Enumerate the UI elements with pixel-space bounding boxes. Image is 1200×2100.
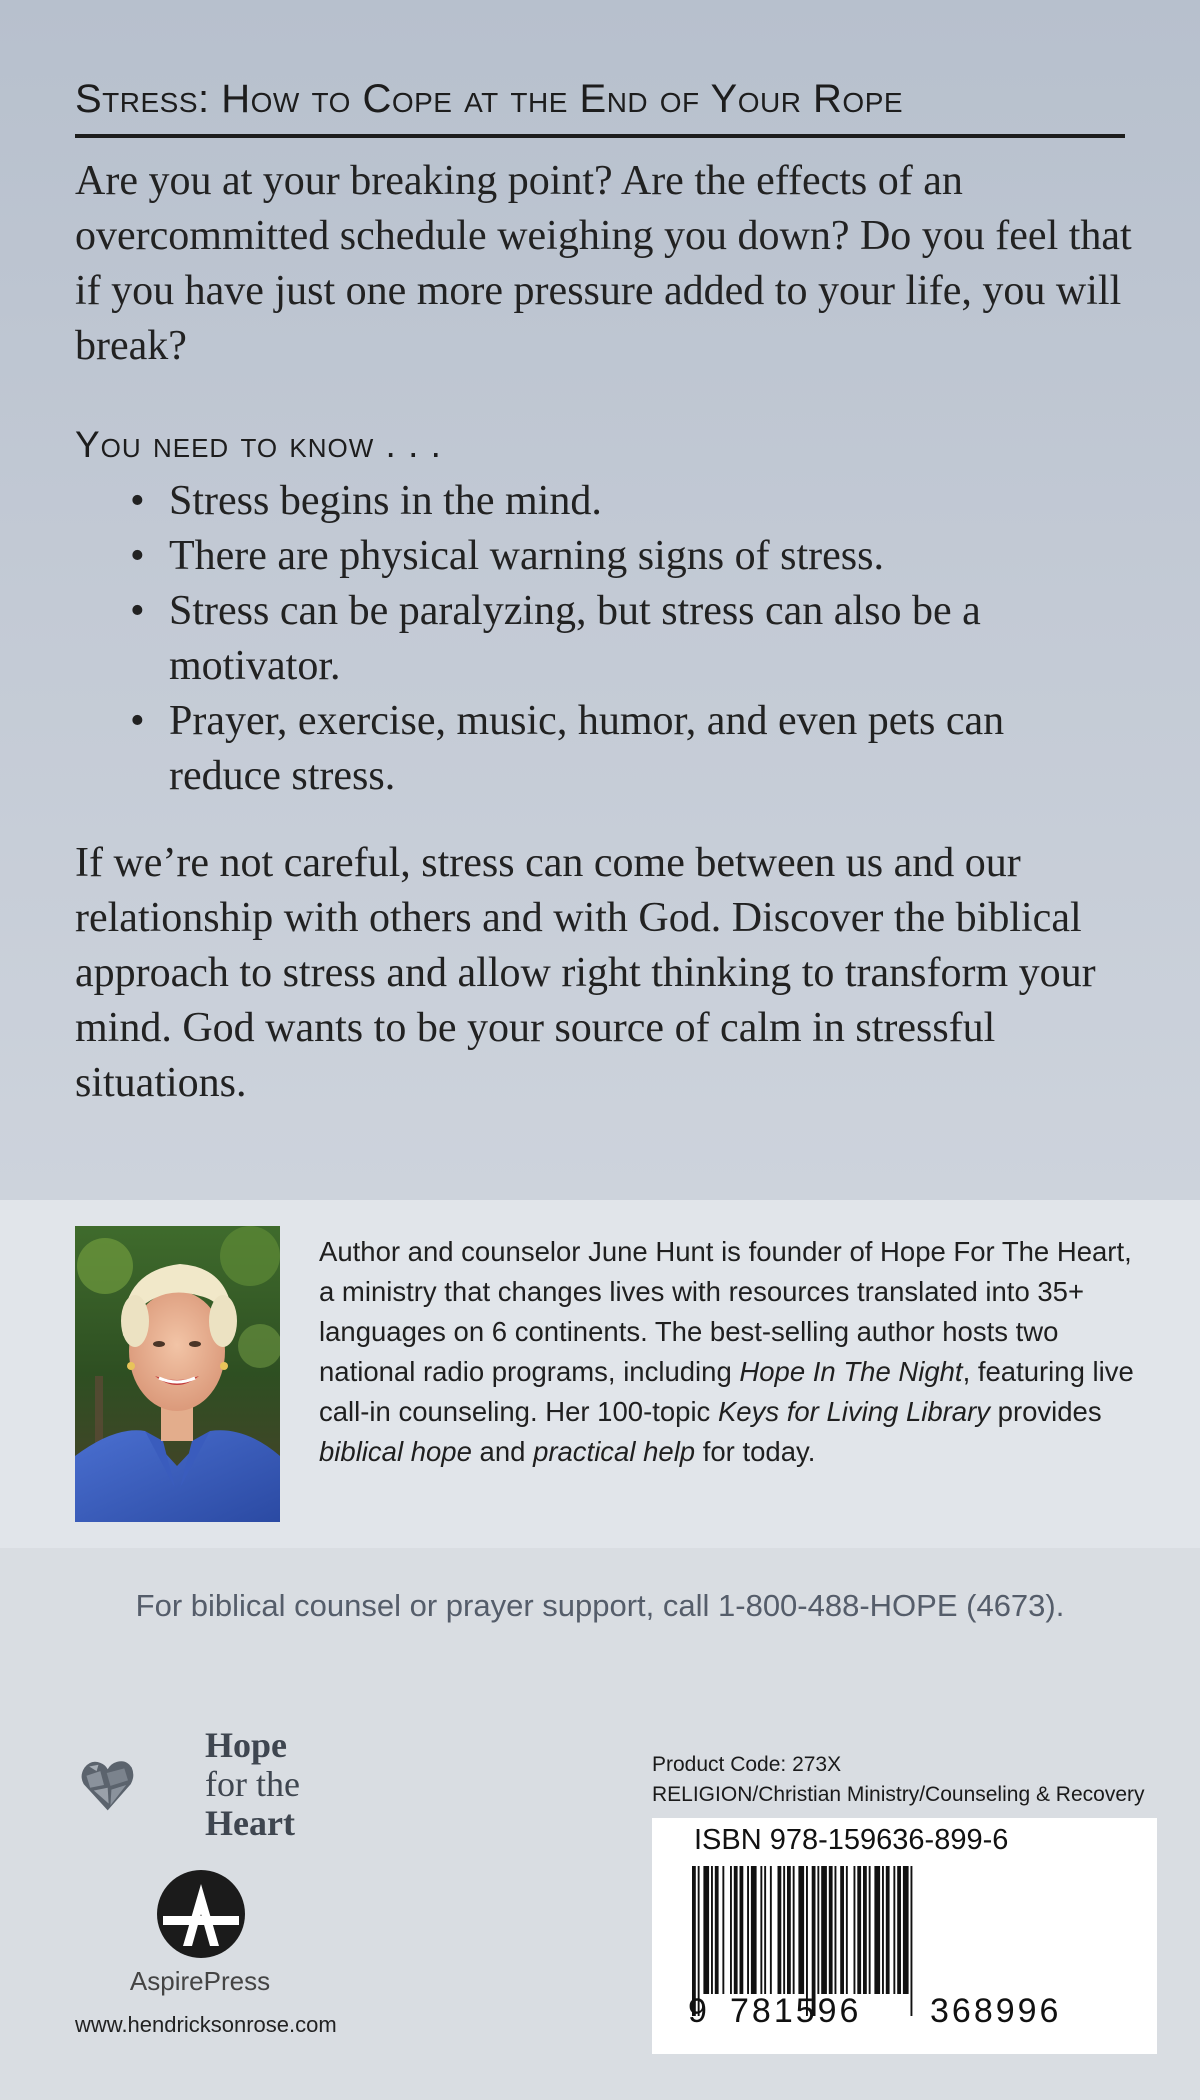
list-item: • There are physical warning signs of stress.: [127, 529, 1027, 584]
aspire-press-logo-icon: [155, 1868, 247, 1960]
barcode-bar: [821, 1866, 827, 1994]
barcode-bar: [787, 1866, 791, 1994]
barcode-bar: [734, 1866, 738, 1994]
back-cover-bottom: [0, 1548, 1200, 2100]
barcode-bar: [764, 1866, 766, 1994]
author-photo: [75, 1226, 280, 1522]
list-item: • Prayer, exercise, music, humor, and even pets can reduce stress.: [127, 694, 1027, 804]
barcode-bar: [882, 1866, 884, 1994]
barcode-bar: [857, 1866, 861, 1994]
barcode-bar: [770, 1866, 772, 1994]
barcode-bar: [840, 1866, 844, 1994]
isbn-label: ISBN 978-159636-899-6: [694, 1824, 1009, 1856]
barcode-digit-group-1: 781596: [730, 1992, 862, 2030]
barcode-bar: [783, 1866, 785, 1994]
hope-for-the-heart-heart-icon: [80, 1725, 200, 1845]
author-section: [0, 1200, 1200, 1548]
list-item: • Stress begins in the mind.: [127, 474, 1027, 529]
publisher-website: www.hendricksonrose.com: [75, 2012, 337, 2037]
author-portrait-illustration: [75, 1226, 280, 1522]
barcode-panel: [652, 1818, 1157, 2054]
barcode-bar: [886, 1866, 890, 1994]
barcode-bar: [798, 1866, 804, 1994]
barcode-bar: [835, 1866, 837, 1994]
barcode-bar: [711, 1866, 713, 1994]
product-info: [652, 1750, 1182, 1810]
barcode-digit-group-2: 368996: [930, 1992, 1062, 2030]
barcode-bar: [722, 1866, 724, 1994]
hope-for-the-heart-logo-text: Hope for the Heart: [205, 1725, 300, 1843]
list-item: • Stress can be paralyzing, but stress can also be a motivator.: [127, 584, 1027, 694]
barcode-first-digit: 9: [688, 1992, 707, 2030]
barcode-bar: [874, 1866, 880, 1994]
barcode-bar: [715, 1866, 719, 1994]
aspire-press-name: AspirePress: [129, 1966, 271, 1996]
you-need-to-know-heading: You need to know . . .: [75, 424, 442, 465]
barcode-bar: [903, 1866, 909, 1994]
author-bio: Author and counselor June Hunt is founder of Hope For The Heart, a ministry that changes lives with resources translated into 35+ languages on 6 continents. The best-selling author hosts two national radio programs, including Hope In The Night, featuring live call-in counseling. Her 100-topic Keys for Living Library provides biblical hope and practical help for today.: [319, 1236, 1134, 1467]
barcode-bar: [897, 1866, 901, 1994]
barcode-bar: [751, 1866, 757, 1994]
book-heading: Stress: How to Cope at the End of Your Rope: [75, 72, 1125, 138]
barcode-bar: [730, 1866, 732, 1994]
barcode-bar: [747, 1866, 749, 1994]
barcode-bar: [846, 1866, 848, 1994]
barcode-bar: [863, 1866, 867, 1994]
barcode-bar: [740, 1866, 744, 1994]
barcode-bar: [854, 1866, 856, 1994]
outro-paragraph: If we’re not careful, stress can come between us and our relationship with others and with God. Discover the biblical approach to stress and allow right thinking to transform your mind. God wants to be your source of calm in stressful situations.: [75, 840, 1096, 1106]
barcode-bar: [829, 1866, 833, 1994]
intro-paragraph: Are you at your breaking point? Are the effects of an overcommitted schedule weighing you down? Do you feel that if you have just one more pressure added to your life, you will break?: [75, 158, 1132, 369]
barcode-bar: [703, 1866, 709, 1994]
barcode-bar: [760, 1866, 762, 1994]
key-points-list: [127, 474, 1027, 804]
product-category: RELIGION/Christian Ministry/Counseling & Recovery: [652, 1783, 1145, 1806]
support-line: For biblical counsel or prayer support, call 1-800-488-HOPE (4673).: [135, 1588, 1065, 1623]
barcode-digits: [688, 1992, 1128, 2042]
barcode-bar: [817, 1866, 819, 1994]
barcode-bar: [778, 1866, 782, 1994]
product-code: Product Code: 273X: [652, 1753, 842, 1776]
barcode-bar: [893, 1866, 895, 1994]
barcode-bar: [793, 1866, 795, 1994]
barcode-bar: [869, 1866, 871, 1994]
